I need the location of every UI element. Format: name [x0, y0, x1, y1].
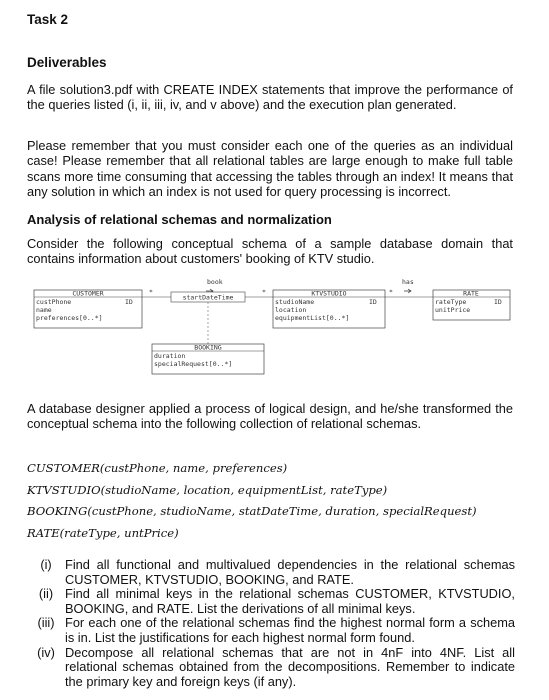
schema-booking: BOOKING(custPhone, studioName, statDateTime, duration, specialRequest): [27, 504, 477, 519]
remember-paragraph: Please remember that you must consider each one of the queries as an individual case! Please remember that all relational tables are large enough to make full table scans more time consuming that accessing the tables through an index! It means that any solution in which an index is not used for query processing is incorrect.: [27, 138, 513, 200]
question-list: [27, 558, 515, 689]
schema-rate: RATE(rateType, untPrice): [27, 525, 179, 540]
has-arrow-icon: [404, 289, 411, 293]
rate-title: RATE: [463, 289, 479, 298]
question-number: (iv): [37, 644, 55, 660]
multiplicity-label: *: [262, 288, 266, 296]
relational-schemas: [27, 458, 477, 544]
ktvstudio-class: [273, 290, 385, 329]
analysis-heading: Analysis of relational schemas and normalization: [27, 212, 332, 227]
customer-attr: custPhone: [36, 298, 72, 306]
ktvstudio-attr: location: [275, 306, 307, 314]
customer-title: CUSTOMER: [72, 289, 104, 298]
list-item: [27, 587, 515, 616]
start-date-time-label: startDateTime: [182, 293, 234, 302]
rate-class: [433, 290, 510, 321]
customer-id: ID: [125, 298, 133, 306]
rate-attr: unitPrice: [435, 306, 471, 314]
question-text: Find all minimal keys in the relational schemas CUSTOMER, KTVSTUDIO, BOOKING, and RATE. List the derivations of all minimal keys.: [65, 586, 515, 616]
consider-paragraph: Consider the following conceptual schema of a sample database domain that contains information about customers' booking of KTV studio.: [27, 236, 513, 267]
customer-attr: preferences[0..*]: [36, 314, 103, 322]
rate-id: ID: [494, 298, 502, 306]
assoc-book-label: book: [207, 278, 223, 286]
multiplicity-label: *: [149, 288, 153, 296]
assoc-has-label: has: [402, 278, 414, 286]
question-number: (iii): [37, 615, 55, 631]
question-text: For each one of the relational schemas find the highest normal form a schema is in. List the justifications for each highest normal form found.: [65, 615, 515, 645]
ktvstudio-title: KTVSTUDIO: [311, 289, 347, 298]
booking-attr: duration: [154, 352, 186, 360]
customer-class: [34, 290, 142, 329]
list-item: [27, 646, 515, 690]
ktvstudio-id: ID: [369, 298, 377, 306]
task-heading: Task 2: [27, 12, 69, 27]
ktvstudio-attr: studioName: [275, 298, 315, 306]
booking-class: [152, 344, 264, 375]
booking-title: BOOKING: [194, 343, 222, 352]
rate-attr: rateType: [435, 298, 467, 306]
schema-ktvstudio: KTVSTUDIO(studioName, location, equipmentList, rateType): [27, 482, 388, 497]
schema-customer: CUSTOMER(custPhone, name, preferences): [27, 461, 288, 475]
deliverables-heading: Deliverables: [27, 55, 107, 70]
conceptual-schema-diagram: [27, 275, 517, 395]
question-number: (ii): [38, 586, 54, 602]
deliverables-paragraph: A file solution3.pdf with CREATE INDEX statements that improve the performance of the queries listed (i, ii, iii, iv, and v above) and the execution plan generated.: [27, 82, 513, 113]
question-number: (i): [40, 557, 52, 572]
start-date-time-box: [171, 292, 245, 302]
designer-paragraph: A database designer applied a process of logical design, and he/she transformed the conceptual schema into the following collection of relational schemas.: [27, 401, 513, 432]
question-text: Find all functional and multivalued dependencies in the relational schemas CUSTOMER, KTVSTUDIO, BOOKING, and RATE.: [65, 557, 515, 587]
customer-attr: name: [36, 306, 52, 314]
list-item: [27, 616, 515, 645]
question-text: Decompose all relational schemas that are not in 4nF into 4NF. List all relational schemas obtained from the decompositions. Remember to indicate the primary key and foreign keys (if any).: [65, 644, 515, 689]
booking-attr: specialRequest[0..*]: [154, 360, 233, 368]
ktvstudio-attr: equipmentList[0..*]: [275, 314, 350, 322]
list-item: [27, 558, 515, 587]
multiplicity-label: *: [389, 288, 393, 296]
